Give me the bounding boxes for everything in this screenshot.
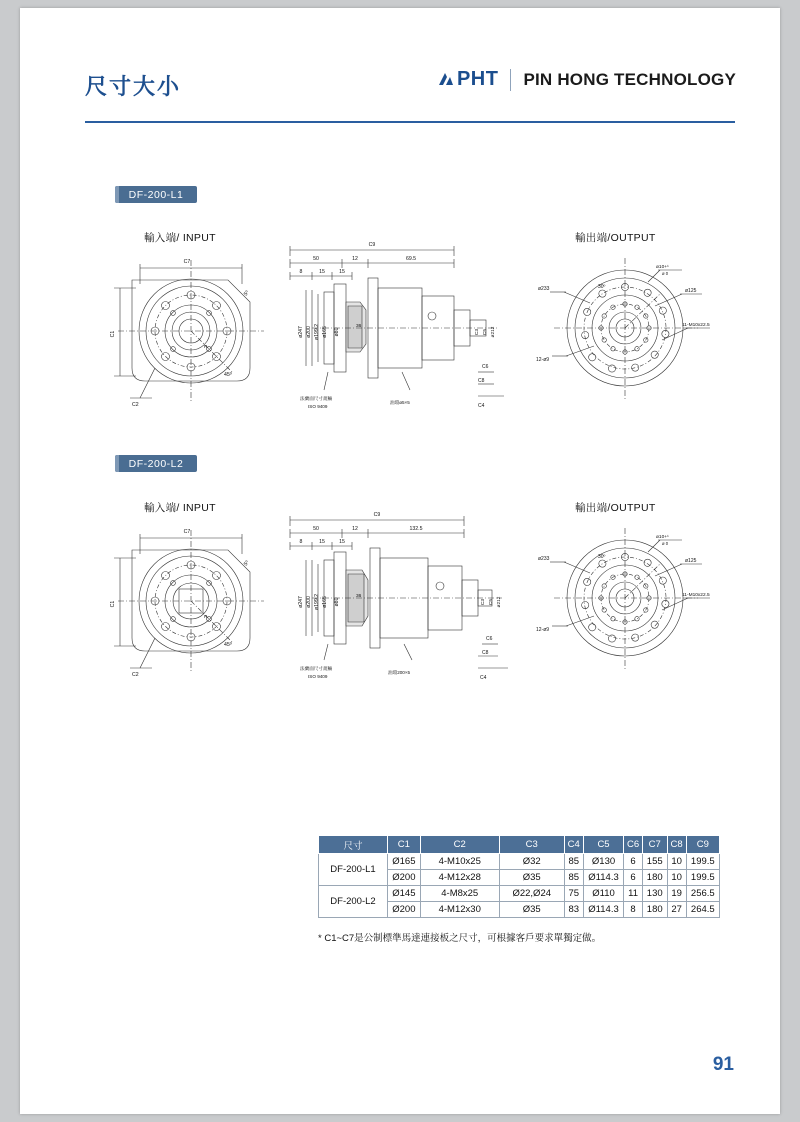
dim-d80-1: ø80 [334, 327, 340, 337]
drawing-input-l2 [100, 518, 280, 683]
dim-50-2: 50 [313, 526, 319, 532]
note-oil-2: 油環200×5 [388, 670, 411, 675]
cell-c7: 155 [642, 854, 667, 870]
dim-angle1-1: 5º [242, 289, 251, 298]
dim-c6-1: C6 [482, 364, 489, 370]
page-number: 91 [712, 1054, 734, 1075]
cell-c3: Ø32 [499, 854, 564, 870]
th-c1: C1 [388, 836, 421, 854]
dim-d165-2: ø165 [322, 596, 328, 608]
cell-c7: 180 [642, 902, 667, 918]
dim-d233-2: ø233 [538, 556, 550, 562]
note-iso-2: ISO 9409 [308, 674, 328, 679]
dim-d200-1: ø200 [306, 326, 312, 338]
cell-model: DF-200-L1 [319, 854, 388, 886]
table-row [319, 854, 720, 870]
dim-d1992-1: ø199.2 [314, 323, 320, 341]
dim-d247-1: ø247 [298, 326, 304, 338]
dim-c5-2: C5 [489, 598, 494, 606]
brand-name: PIN HONG TECHNOLOGY [523, 69, 736, 89]
dim-d247-2: ø247 [298, 596, 304, 608]
dim-c6-2: C6 [486, 636, 493, 642]
th-size: 尺寸 [319, 836, 388, 854]
cell-c6: 11 [624, 886, 643, 902]
dim-c3-1: C3 [475, 328, 480, 336]
dim-12-2: 12 [352, 526, 358, 532]
dim-36-2: 36 [356, 594, 362, 599]
note-oil-1: 油環ø5×5 [390, 400, 410, 405]
cell-c3: Ø35 [499, 902, 564, 918]
th-c2: C2 [420, 836, 499, 854]
dim-15a-1: 15 [319, 269, 325, 275]
drawing-section-l1 [282, 232, 517, 422]
cell-c9: 256.5 [686, 886, 719, 902]
page-title: 尺寸大小 [85, 74, 182, 99]
model-tag-df200l1: DF-200-L1 [115, 186, 197, 203]
drawing-input-l1 [100, 248, 280, 413]
dim-ang30-2: 30º [598, 554, 606, 560]
cell-c6: 6 [624, 854, 643, 870]
dim-d125-1: ø125 [685, 288, 697, 294]
dim-d233-1: ø233 [538, 286, 550, 292]
dim-d165-1: ø165 [322, 326, 328, 338]
cell-c9: 199.5 [686, 870, 719, 886]
logo-mark-icon [438, 72, 454, 88]
dim-12-1: 12 [352, 256, 358, 262]
dim-c4-2: C4 [480, 675, 487, 681]
brand-header [438, 68, 736, 91]
logo-text: PHT [456, 68, 499, 90]
dim-angle45-1: 45º [224, 372, 232, 378]
cell-c5: Ø110 [583, 886, 624, 902]
dim-695-1: 69.5 [405, 256, 417, 262]
dim-r-2: R [204, 614, 208, 619]
dim-ang30-1: 30º [598, 284, 606, 290]
dim-r-1: R [204, 344, 208, 349]
dim-c9-1: C9 [368, 242, 376, 248]
dim-d10-1: ø10+¹ [656, 265, 669, 270]
dim-c1-1: C1 [110, 330, 116, 338]
input-caption-1: 輸入端/ INPUT [144, 232, 216, 244]
model-tag-df200l2: DF-200-L2 [115, 455, 197, 472]
th-c9: C9 [686, 836, 719, 854]
dim-15b-1: 15 [339, 269, 345, 275]
cell-c9: 199.5 [686, 854, 719, 870]
cell-c2: 4-M12x28 [420, 870, 499, 886]
dim-c2-2: C2 [132, 672, 139, 678]
note-flange-1: 法蘭面尺寸規輛 [300, 396, 333, 401]
dim-c8a-2: C8 [482, 650, 489, 656]
cell-c1: Ø145 [388, 886, 421, 902]
cell-c6: 8 [624, 902, 643, 918]
th-c7: C7 [642, 836, 667, 854]
dim-c7-2: C7 [183, 529, 191, 535]
drawing-output-l1 [530, 248, 715, 408]
dim-c5-1: C5 [483, 328, 488, 336]
cell-c8: 19 [667, 886, 686, 902]
dim-d10-2: ø10+¹ [656, 535, 669, 540]
cell-c4: 85 [564, 870, 583, 886]
cell-c7: 180 [642, 870, 667, 886]
dim-d80-2: ø80 [334, 597, 340, 607]
cell-c7: 130 [642, 886, 667, 902]
cell-c5: Ø114.3 [583, 902, 624, 918]
cell-c1: Ø200 [388, 902, 421, 918]
document-page [20, 8, 780, 1114]
th-c8: C8 [667, 836, 686, 854]
cell-c4: 83 [564, 902, 583, 918]
cell-c1: Ø200 [388, 870, 421, 886]
input-caption-2: 輸入端/ INPUT [144, 502, 216, 514]
dim-angle1-2: 5º [242, 559, 251, 568]
cell-c8: 10 [667, 854, 686, 870]
cell-c2: 4-M8x25 [420, 886, 499, 902]
cell-c3: Ø22,Ø24 [499, 886, 564, 902]
table-header-row [319, 836, 720, 854]
cell-c8: 10 [667, 870, 686, 886]
dim-c8a-1: C8 [478, 378, 485, 384]
dim-c2-1: C2 [132, 402, 139, 408]
header-divider [85, 121, 735, 123]
cell-c2: 4-M12x30 [420, 902, 499, 918]
dim-tol-2: ø 0 [662, 541, 669, 546]
th-c3: C3 [499, 836, 564, 854]
cell-c9: 264.5 [686, 902, 719, 918]
dim-8-1: 8 [299, 269, 303, 275]
pht-logo [438, 68, 499, 91]
dim-12x9-2: 12-ø9 [536, 627, 550, 633]
drawing-output-l2 [530, 518, 715, 678]
cell-c2: 4-M10x25 [420, 854, 499, 870]
cell-c6: 6 [624, 870, 643, 886]
cell-model: DF-200-L2 [319, 886, 388, 918]
dim-c9-2: C9 [373, 512, 381, 518]
dim-8-2: 8 [299, 539, 303, 545]
dim-bolt-2: 11-M10x22.5 [682, 593, 710, 598]
th-c6: C6 [624, 836, 643, 854]
cell-c4: 85 [564, 854, 583, 870]
note-iso-1: ISO 9409 [308, 404, 328, 409]
cell-c8: 27 [667, 902, 686, 918]
table-footnote: * C1~C7是公制標準馬達連接板之尺寸，可根據客戶要求單獨定做。 [318, 933, 602, 944]
table-row [319, 886, 720, 902]
dim-c1-2: C1 [110, 600, 116, 608]
dim-12x9-1: 12-ø9 [536, 357, 550, 363]
dim-50-1: 50 [313, 256, 319, 262]
dim-c7-1: C7 [183, 259, 191, 265]
dim-c4-1: C4 [478, 403, 485, 409]
th-c5: C5 [583, 836, 624, 854]
cell-c5: Ø114.3 [583, 870, 624, 886]
dim-d1992-2: ø199.2 [314, 593, 320, 611]
dim-d125-2: ø125 [685, 558, 697, 564]
dim-36-1: 36 [356, 324, 362, 329]
dim-tol-1: ø 0 [662, 271, 669, 276]
note-flange-2: 法蘭面尺寸規輛 [300, 666, 333, 671]
cell-c3: Ø35 [499, 870, 564, 886]
output-caption-1: 輸出端/OUTPUT [575, 232, 656, 244]
spec-table [318, 835, 720, 918]
dim-d200-2: ø200 [306, 596, 312, 608]
cell-c5: Ø130 [583, 854, 624, 870]
dim-15b-2: 15 [339, 539, 345, 545]
dim-angle45-2: 45º [224, 642, 232, 648]
output-caption-2: 輸出端/OUTPUT [575, 502, 656, 514]
dim-c3-2: C3 [481, 598, 486, 606]
drawing-section-l2 [282, 502, 517, 692]
th-c4: C4 [564, 836, 583, 854]
cell-c4: 75 [564, 886, 583, 902]
dim-d212-1: ø212 [491, 326, 496, 338]
brand-divider [510, 69, 511, 91]
cell-c1: Ø165 [388, 854, 421, 870]
dim-15a-2: 15 [319, 539, 325, 545]
dim-bolt-1: 11-M10x22.5 [682, 323, 710, 328]
dim-d212-2: ø212 [497, 596, 502, 608]
dim-1325-2: 132.5 [409, 526, 423, 532]
